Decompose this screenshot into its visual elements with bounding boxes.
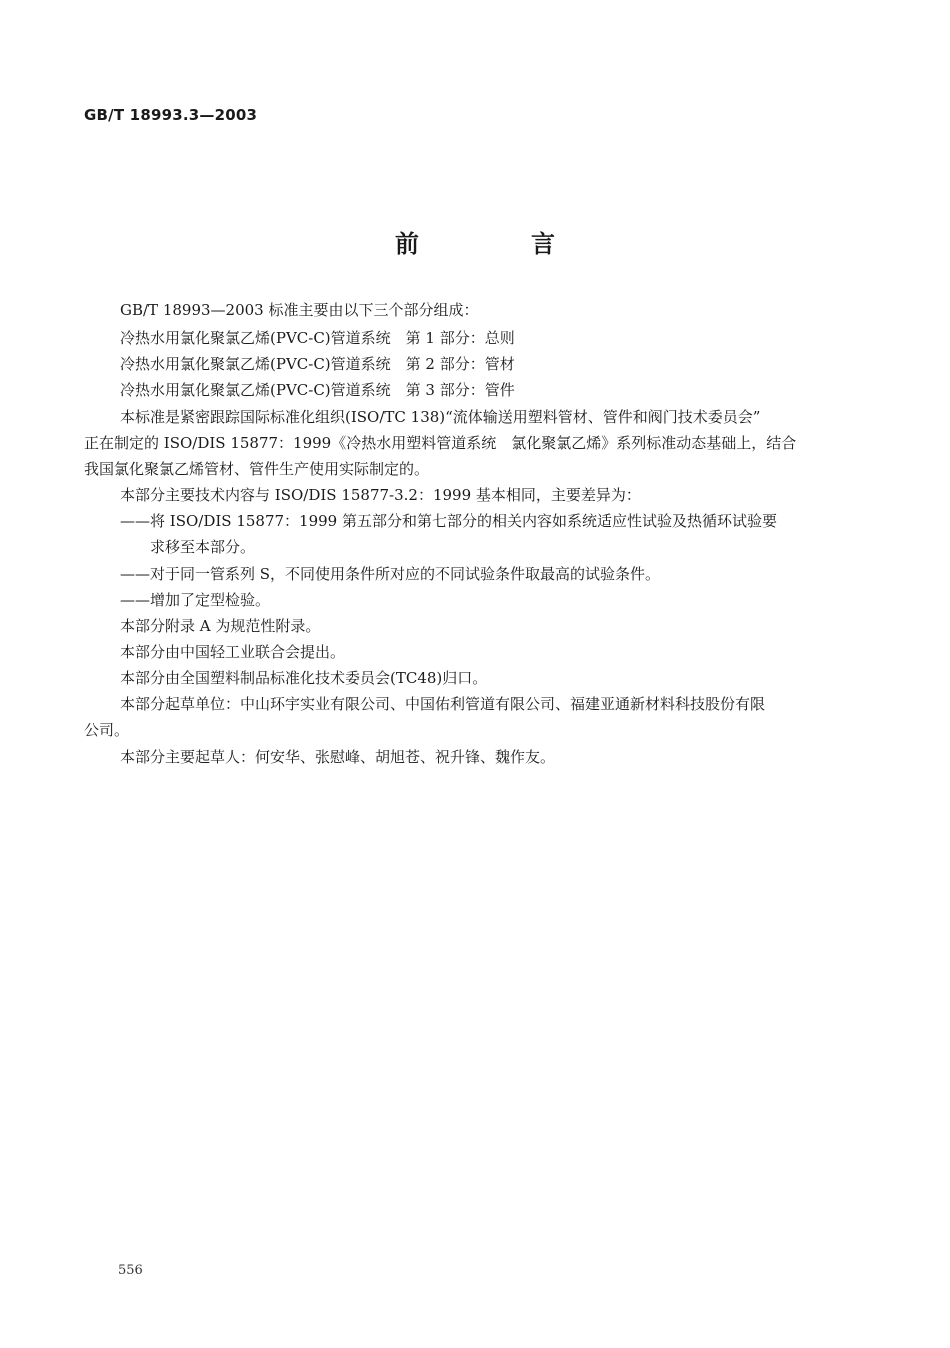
paragraph-differences: 本部分主要技术内容与 ISO/DIS 15877-3.2：1999 基本相同，主要差异为： <box>120 486 641 504</box>
difference-item-1-line-1: ——将 ISO/DIS 15877：1999 第五部分和第七部分的相关内容如系统适应性试验及热循环试验要 <box>120 512 777 530</box>
paragraph-centralized-by: 本部分由全国塑料制品标准化技术委员会(TC48)归口。 <box>120 669 488 687</box>
standard-code: GB/T 18993.3—2003 <box>84 106 258 124</box>
paragraph-basis-line-1: 本标准是紧密跟踪国际标准化组织(ISO/TC 138)“流体输送用塑料管材、管件和阀门技术委员会” <box>120 408 761 426</box>
paragraph-drafting-units-line-2: 公司。 <box>84 721 130 739</box>
paragraph-basis-line-2: 正在制定的 ISO/DIS 15877：1999《冷热水用塑料管道系统 氯化聚氯乙烯》系列标准动态基础上，结合 <box>84 434 797 452</box>
difference-item-2: ——对于同一管系列 S，不同使用条件所对应的不同试验条件取最高的试验条件。 <box>120 565 661 583</box>
part-2-line: 冷热水用氯化聚氯乙烯(PVC-C)管道系统 第 2 部分：管材 <box>120 355 515 373</box>
difference-item-1-line-2: 求移至本部分。 <box>150 538 256 556</box>
paragraph-composition: GB/T 18993—2003 标准主要由以下三个部分组成： <box>120 301 479 319</box>
part-3-line: 冷热水用氯化聚氯乙烯(PVC-C)管道系统 第 3 部分：管件 <box>120 381 515 399</box>
part-1-line: 冷热水用氯化聚氯乙烯(PVC-C)管道系统 第 1 部分：总则 <box>120 329 515 347</box>
difference-item-3: ——增加了定型检验。 <box>120 591 271 609</box>
page-title: 前 言 <box>395 230 599 258</box>
paragraph-basis-line-3: 我国氯化聚氯乙烯管材、管件生产使用实际制定的。 <box>84 460 430 478</box>
paragraph-drafters: 本部分主要起草人：何安华、张慰峰、胡旭苍、祝升锋、魏作友。 <box>120 748 556 766</box>
paragraph-drafting-units-line-1: 本部分起草单位：中山环宇实业有限公司、中国佑利管道有限公司、福建亚通新材料科技股份有限 <box>120 695 766 713</box>
paragraph-proposed-by: 本部分由中国轻工业联合会提出。 <box>120 643 346 661</box>
paragraph-appendix: 本部分附录 A 为规范性附录。 <box>120 617 321 635</box>
page-number: 556 <box>118 1263 143 1278</box>
